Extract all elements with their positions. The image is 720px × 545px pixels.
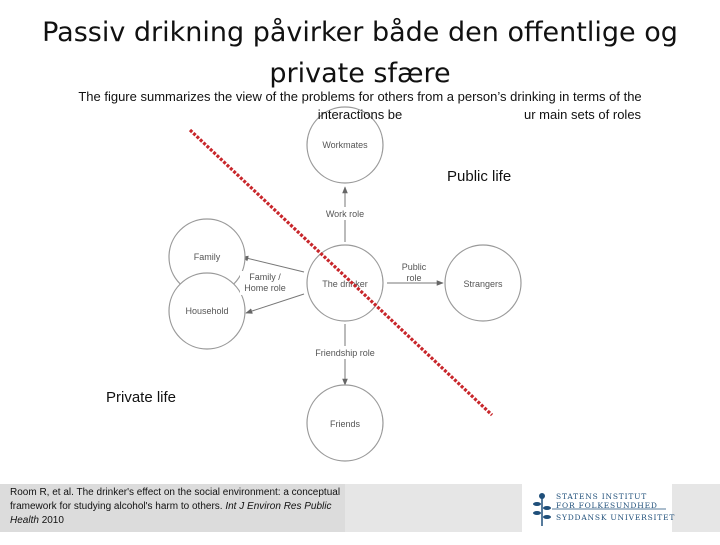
family-role-connector xyxy=(242,257,304,272)
work-role-label: Work role xyxy=(325,209,365,219)
workmates-label: Workmates xyxy=(322,140,368,150)
friends-label: Friends xyxy=(329,419,361,429)
household-label: Household xyxy=(185,306,229,316)
reference-journal: Int J Environ Res Public Health xyxy=(10,501,332,526)
home-role-connector xyxy=(246,294,304,313)
subtitle-text-left: The figure summarizes the view of the problems for others from a person’s drinking in terms of the interactions be xyxy=(78,89,642,122)
slide-title: Passiv drikning påvirker både den offentlige og private sfære xyxy=(42,17,678,89)
public-role-label-line2: role xyxy=(406,273,422,283)
family-role-label-line2: Home role xyxy=(244,283,286,293)
reference-text: Room R, et al. The drinker's effect on the social environment: a conceptual framework for studying alcohol's harm to others. xyxy=(10,487,341,512)
family-role-label-line1: Family / xyxy=(249,272,281,282)
family-label: Family xyxy=(193,252,221,262)
logo-line-3: SYDDANSK UNIVERSITET xyxy=(556,513,676,522)
reference-citation xyxy=(0,484,345,532)
drinker-label: The drinker xyxy=(322,279,368,289)
reference-year: 2010 xyxy=(41,515,64,526)
public-role-label-line1: Public xyxy=(401,262,427,272)
logo-line-1: STATENS INSTITUT xyxy=(556,492,648,501)
logo-line-2: FOR FOLKESUNDHED xyxy=(556,501,658,510)
strangers-label: Strangers xyxy=(463,279,503,289)
public-life-label: Public life xyxy=(447,168,512,185)
friendship-role-label: Friendship role xyxy=(315,348,375,358)
private-life-label: Private life xyxy=(106,389,177,406)
subtitle-text-right: ur main sets of roles xyxy=(524,107,642,122)
